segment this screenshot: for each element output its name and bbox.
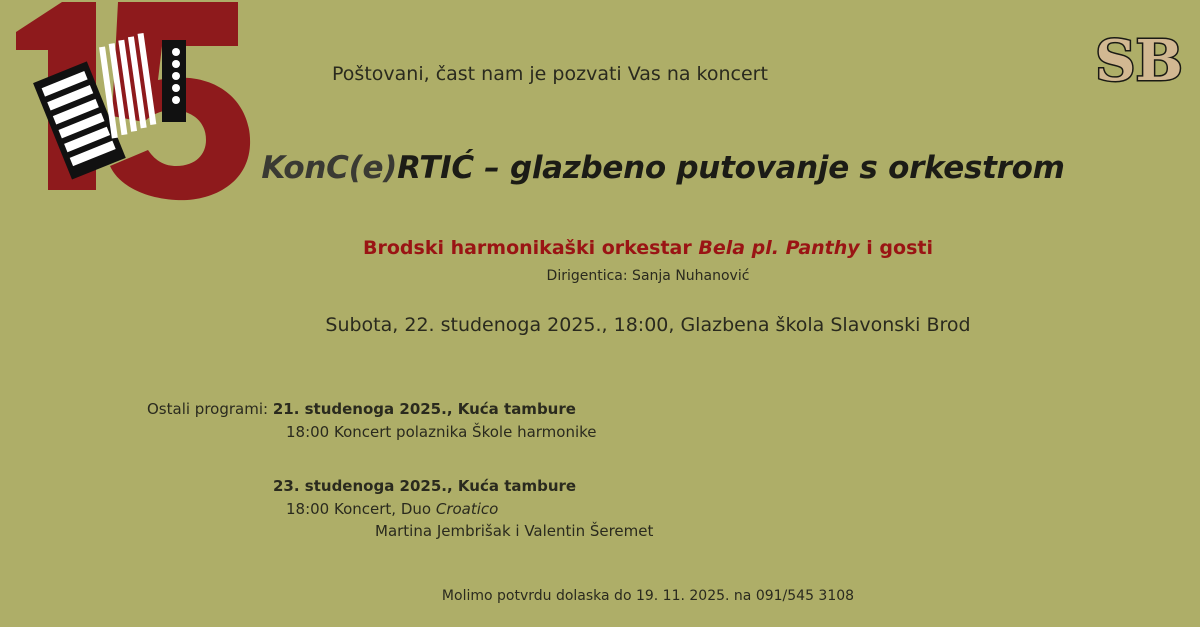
conductor-line: Dirigentica: Sanja Nuhanović xyxy=(546,268,750,284)
day2-performers: Martina Jembrišak i Valentin Šeremet xyxy=(375,522,654,540)
day1-date: 21. studenoga 2025., Kuća tambure xyxy=(272,400,576,418)
day2-event-prefix: 18:00 Koncert, Duo xyxy=(286,500,436,518)
day2-date: 23. studenoga 2025., Kuća tambure xyxy=(273,477,577,495)
day2-event xyxy=(286,500,498,518)
greeting-text: Poštovani, čast nam je pozvati Vas na koncert xyxy=(332,63,768,85)
concert-title xyxy=(63,150,1200,186)
programs-label: Ostali programi: xyxy=(147,400,273,418)
orchestra-name: Bela pl. Panthy xyxy=(698,237,860,259)
main-event-line: Subota, 22. studenoga 2025., 18:00, Glazbena škola Slavonski Brod xyxy=(325,314,971,336)
orchestra-suffix: i gosti xyxy=(859,237,933,259)
day1-event: 18:00 Koncert polaznika Škole harmonike xyxy=(286,423,597,441)
orchestra-prefix: Brodski harmonikaški orkestar xyxy=(363,237,699,259)
svg-text:SB: SB xyxy=(1095,28,1183,90)
orchestra-line xyxy=(48,237,1200,259)
day2-event-name: Croatico xyxy=(435,500,499,518)
rsvp-line: Molimo potvrdu dolaska do 19. 11. 2025. na 091/545 3108 xyxy=(441,588,855,604)
programs-day1-line xyxy=(147,400,576,418)
title-part-2: RTIĆ – glazbeno putovanje s orkestrom xyxy=(397,150,1065,186)
title-part-1: KonC(e) xyxy=(261,150,398,186)
